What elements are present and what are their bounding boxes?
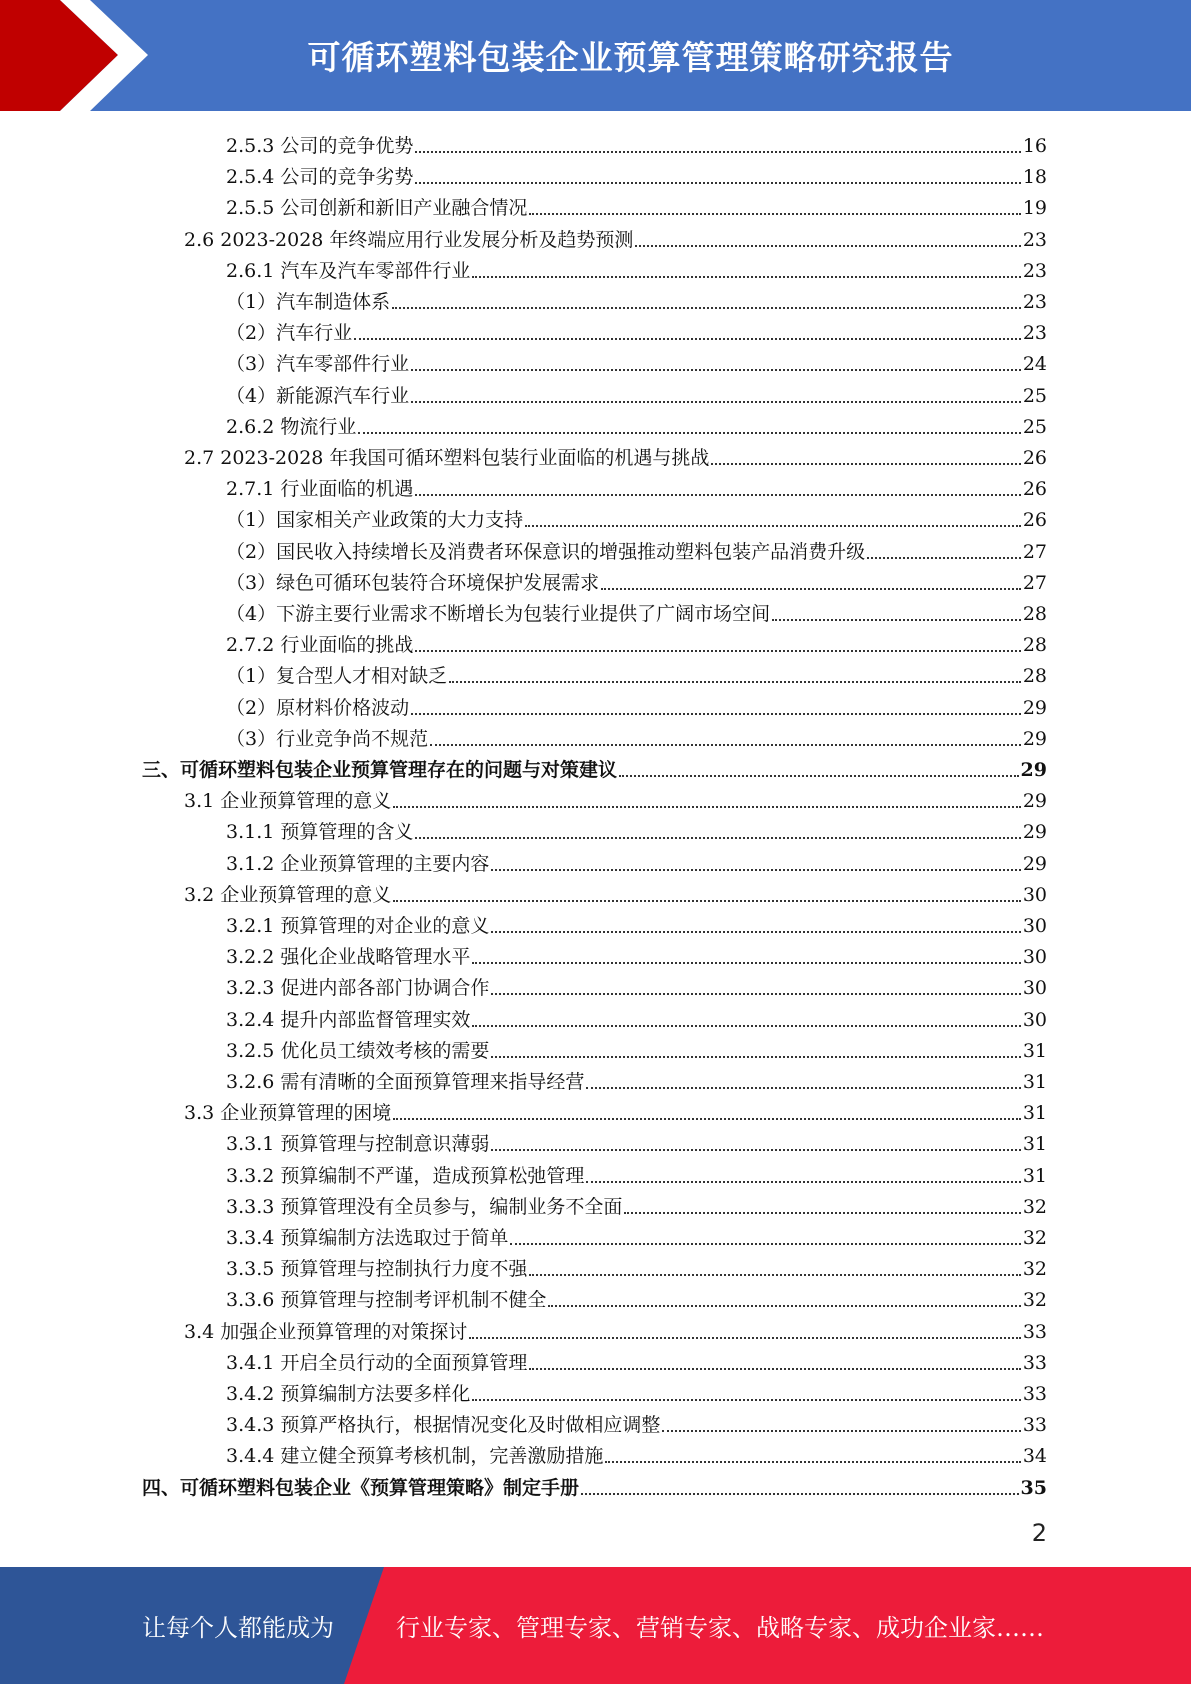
toc-dot-leader — [472, 1399, 1020, 1401]
toc-entry-page: 32 — [1022, 1227, 1047, 1249]
toc-entry-page: 33 — [1022, 1383, 1047, 1405]
toc-entry-page: 16 — [1022, 135, 1047, 157]
toc-entry-page: 19 — [1022, 197, 1047, 220]
toc-dot-leader — [491, 1149, 1020, 1151]
toc-dot-leader — [529, 1274, 1020, 1276]
toc-dot-leader — [472, 276, 1020, 278]
toc-entry-title: 3.2.6 需有清晰的全面预算管理来指导经营 — [226, 1071, 585, 1093]
toc-entry-title: （3）绿色可循环包装符合环境保护发展需求 — [226, 571, 600, 594]
toc-dot-leader — [415, 837, 1020, 839]
toc-entry[interactable] — [142, 1469, 1047, 1500]
toc-entry-title: 3.2.3 促进内部各部门协调合作 — [226, 977, 490, 1000]
toc-entry-title: 三、可循环塑料包装企业预算管理存在的问题与对策建议 — [142, 759, 618, 781]
toc-dot-leader — [586, 1087, 1020, 1089]
toc-entry-page: 29 — [1022, 790, 1047, 813]
toc-entry-page: 23 — [1022, 259, 1047, 282]
toc-entry-page: 29 — [1022, 727, 1047, 750]
toc-entry-page: 25 — [1022, 384, 1047, 407]
toc-dot-leader — [393, 1118, 1021, 1120]
toc-entry[interactable] — [226, 720, 1047, 751]
toc-entry-title: （3）行业竞争尚不规范 — [226, 727, 429, 750]
toc-entry[interactable] — [226, 1157, 1047, 1188]
toc-dot-leader — [491, 1056, 1020, 1058]
toc-entry-title: 3.1 企业预算管理的意义 — [184, 790, 392, 813]
toc-entry[interactable] — [226, 1375, 1047, 1406]
toc-dot-leader — [525, 525, 1021, 527]
toc-entry-title: 2.7.2 行业面临的挑战 — [226, 634, 414, 657]
toc-entry-title: （2）原材料价格波动 — [226, 696, 410, 719]
toc-dot-leader — [491, 931, 1020, 933]
toc-dot-leader — [469, 1337, 1021, 1339]
toc-entry-page: 34 — [1022, 1445, 1047, 1468]
toc-entry[interactable] — [226, 969, 1047, 1000]
toc-entry-page: 29 — [1020, 759, 1047, 781]
toc-entry[interactable] — [184, 1094, 1047, 1125]
toc-entry-page: 31 — [1022, 1071, 1047, 1093]
toc-dot-leader — [867, 557, 1021, 559]
toc-dot-leader — [415, 494, 1020, 496]
toc-dot-leader — [624, 1212, 1020, 1214]
toc-entry-page: 32 — [1022, 1195, 1047, 1218]
toc-dot-leader — [393, 806, 1021, 808]
toc-dot-leader — [449, 681, 1021, 683]
toc-entry-title: 2.5.5 公司创新和新旧产业融合情况 — [226, 197, 528, 220]
toc-entry-title: 3.4.1 开启全员行动的全面预算管理 — [226, 1351, 528, 1374]
toc-entry[interactable] — [226, 1063, 1047, 1094]
toc-entry-page: 30 — [1022, 915, 1047, 937]
toc-entry-page: 32 — [1022, 1258, 1047, 1281]
toc-entry[interactable] — [226, 938, 1047, 969]
toc-entry[interactable] — [184, 782, 1047, 813]
toc-dot-leader — [529, 1368, 1020, 1370]
toc-entry-title: 3.2.1 预算管理的对企业的意义 — [226, 915, 490, 937]
toc-dot-leader — [415, 650, 1020, 652]
toc-dot-leader — [491, 993, 1020, 995]
toc-entry-page: 25 — [1022, 415, 1047, 438]
toc-entry-title: 2.6 2023-2028 年终端应用行业发展分析及趋势预测 — [184, 228, 634, 251]
toc-dot-leader — [411, 369, 1021, 371]
page-header — [0, 0, 1191, 111]
toc-entry[interactable] — [226, 1344, 1047, 1375]
toc-dot-leader — [605, 1461, 1020, 1463]
toc-entry-title: （1）复合型人才相对缺乏 — [226, 665, 448, 688]
toc-dot-leader — [510, 1243, 1020, 1245]
toc-entry-title: 3.1.1 预算管理的含义 — [226, 821, 414, 844]
toc-dot-leader — [635, 245, 1020, 247]
toc-entry-title: 2.5.3 公司的竞争优势 — [226, 135, 414, 157]
report-title: 可循环塑料包装企业预算管理策略研究报告 — [307, 38, 954, 77]
toc-entry-page: 28 — [1022, 634, 1047, 657]
toc-entry-page: 23 — [1022, 322, 1047, 345]
toc-entry-title: 3.3.5 预算管理与控制执行力度不强 — [226, 1258, 528, 1281]
toc-entry[interactable] — [226, 907, 1047, 938]
footer-slogan-left: 让每个人都能成为 — [142, 1614, 334, 1642]
toc-entry-title: 3.4.2 预算编制方法要多样化 — [226, 1383, 471, 1405]
toc-entry-title: 3.2.5 优化员工绩效考核的需要 — [226, 1039, 490, 1062]
toc-entry-title: （2）国民收入持续增长及消费者环保意识的增强推动塑料包装产品消费升级 — [226, 540, 866, 563]
toc-entry-page: 29 — [1022, 821, 1047, 844]
toc-dot-leader — [411, 401, 1021, 403]
toc-dot-leader — [491, 869, 1020, 871]
toc-entry-title: 3.3 企业预算管理的困境 — [184, 1102, 392, 1125]
page-number: 2 — [1031, 1519, 1047, 1547]
toc-entry[interactable] — [142, 751, 1047, 782]
toc-entry[interactable] — [226, 657, 1047, 688]
toc-entry-page: 30 — [1022, 946, 1047, 969]
toc-entry[interactable] — [226, 845, 1047, 876]
toc-entry-page: 30 — [1022, 977, 1047, 1000]
toc-entry-title: 2.7.1 行业面临的机遇 — [226, 478, 414, 501]
toc-entry[interactable] — [184, 439, 1047, 470]
toc-dot-leader — [472, 1025, 1020, 1027]
toc-entry-page: 27 — [1022, 571, 1047, 594]
toc-entry[interactable] — [226, 626, 1047, 657]
toc-entry[interactable] — [226, 470, 1047, 501]
toc-dot-leader — [415, 182, 1020, 184]
toc-entry-title: （4）新能源汽车行业 — [226, 384, 410, 407]
toc-entry-title: 3.4 加强企业预算管理的对策探讨 — [184, 1320, 468, 1343]
toc-dot-leader — [430, 744, 1021, 746]
toc-entry-page: 35 — [1020, 1476, 1047, 1499]
toc-entry[interactable] — [226, 377, 1047, 408]
footer-slogan-right: 行业专家、管理专家、营销专家、战略专家、成功企业家…… — [396, 1614, 1044, 1642]
toc-entry-page: 33 — [1022, 1320, 1047, 1343]
toc-entry[interactable] — [184, 1313, 1047, 1344]
toc-entry-title: （1）汽车制造体系 — [226, 291, 391, 313]
toc-entry-page: 28 — [1022, 665, 1047, 688]
toc-entry[interactable] — [226, 314, 1047, 345]
toc-entry-title: 2.6.2 物流行业 — [226, 415, 357, 438]
toc-entry[interactable] — [226, 1188, 1047, 1219]
toc-entry-page: 26 — [1022, 509, 1047, 532]
toc-entry-title: 2.6.1 汽车及汽车零部件行业 — [226, 259, 471, 282]
toc-entry[interactable] — [226, 533, 1047, 564]
toc-entry[interactable] — [226, 283, 1047, 314]
toc-entry[interactable] — [226, 689, 1047, 720]
toc-dot-leader — [529, 213, 1020, 215]
toc-entry-title: 2.7 2023-2028 年我国可循环塑料包装行业面临的机遇与挑战 — [184, 447, 710, 469]
toc-entry[interactable] — [226, 345, 1047, 376]
toc-entry-page: 33 — [1022, 1414, 1047, 1437]
toc-dot-leader — [472, 962, 1020, 964]
toc-entry-title: 3.3.4 预算编制方法选取过于简单 — [226, 1227, 509, 1249]
toc-entry-title: 四、可循环塑料包装企业《预算管理策略》制定手册 — [142, 1476, 580, 1499]
toc-entry-title: 3.2 企业预算管理的意义 — [184, 883, 392, 906]
toc-entry[interactable] — [226, 1001, 1047, 1032]
toc-entry[interactable] — [226, 564, 1047, 595]
toc-entry-title: （1）国家相关产业政策的大力支持 — [226, 509, 524, 532]
toc-entry-page: 27 — [1022, 540, 1047, 563]
toc-dot-leader — [392, 307, 1021, 309]
toc-entry-page: 24 — [1022, 353, 1047, 376]
toc-entry[interactable] — [226, 127, 1047, 158]
page-footer — [0, 1567, 1191, 1684]
toc-entry-page: 29 — [1022, 852, 1047, 875]
toc-entry[interactable] — [226, 1032, 1047, 1063]
toc-entry-page: 23 — [1022, 228, 1047, 251]
toc-entry-title: 3.3.3 预算管理没有全员参与，编制业务不全面 — [226, 1195, 623, 1218]
toc-entry[interactable] — [184, 876, 1047, 907]
toc-entry-title: 3.4.4 建立健全预算考核机制，完善激励措施 — [226, 1445, 604, 1468]
toc-entry-title: 3.2.4 提升内部监督管理实效 — [226, 1008, 471, 1031]
toc-entry[interactable] — [226, 1125, 1047, 1156]
toc-entry-page: 31 — [1022, 1164, 1047, 1187]
toc-entry-title: 3.1.2 企业预算管理的主要内容 — [226, 852, 490, 875]
toc-entry-title: 3.4.3 预算严格执行，根据情况变化及时做相应调整 — [226, 1414, 661, 1437]
toc-dot-leader — [662, 1430, 1020, 1432]
toc-entry-page: 30 — [1022, 1008, 1047, 1031]
toc-entry-title: 3.3.2 预算编制不严谨，造成预算松弛管理 — [226, 1164, 585, 1187]
toc-entry[interactable] — [184, 221, 1047, 252]
toc-entry[interactable] — [226, 1281, 1047, 1312]
toc-entry-page: 28 — [1022, 603, 1047, 625]
toc-dot-leader — [354, 338, 1021, 340]
toc-entry-page: 31 — [1022, 1039, 1047, 1062]
toc-entry-page: 26 — [1022, 447, 1047, 469]
toc-dot-leader — [619, 775, 1019, 777]
toc-entry-page: 33 — [1022, 1351, 1047, 1374]
toc-entry-title: （3）汽车零部件行业 — [226, 353, 410, 376]
toc-entry-page: 31 — [1022, 1102, 1047, 1125]
toc-entry[interactable] — [226, 408, 1047, 439]
toc-entry[interactable] — [226, 595, 1047, 626]
toc-dot-leader — [548, 1305, 1020, 1307]
toc-entry-title: （4）下游主要行业需求不断增长为包装行业提供了广阔市场空间 — [226, 603, 771, 625]
toc-entry[interactable] — [226, 1219, 1047, 1250]
toc-dot-leader — [415, 151, 1020, 153]
toc-entry-page: 32 — [1022, 1289, 1047, 1312]
toc-entry[interactable] — [226, 252, 1047, 283]
toc-entry-title: （2）汽车行业 — [226, 322, 353, 345]
toc-entry-page: 30 — [1022, 883, 1047, 906]
toc-entry-title: 2.5.4 公司的竞争劣势 — [226, 166, 414, 189]
toc-dot-leader — [393, 900, 1021, 902]
toc-entry-title: 3.3.1 预算管理与控制意识薄弱 — [226, 1133, 490, 1156]
toc-dot-leader — [581, 1493, 1019, 1495]
toc-dot-leader — [586, 1181, 1020, 1183]
toc-dot-leader — [711, 463, 1020, 465]
toc-entry-page: 26 — [1022, 478, 1047, 501]
toc-dot-leader — [601, 588, 1021, 590]
toc-entry[interactable] — [226, 1437, 1047, 1468]
toc-dot-leader — [411, 713, 1021, 715]
toc-entry[interactable] — [226, 189, 1047, 220]
toc-entry-page: 23 — [1022, 291, 1047, 313]
toc-entry-page: 18 — [1022, 166, 1047, 189]
toc-dot-leader — [772, 619, 1021, 621]
toc-entry[interactable] — [226, 501, 1047, 532]
toc-entry-page: 31 — [1022, 1133, 1047, 1156]
toc-entry-title: 3.3.6 预算管理与控制考评机制不健全 — [226, 1289, 547, 1312]
toc-entry-title: 3.2.2 强化企业战略管理水平 — [226, 946, 471, 969]
toc-dot-leader — [358, 432, 1020, 434]
toc-entry-page: 29 — [1022, 696, 1047, 719]
toc-entry[interactable] — [226, 813, 1047, 844]
toc-entry[interactable] — [226, 158, 1047, 189]
toc-entry[interactable] — [226, 1406, 1047, 1437]
toc-entry[interactable] — [226, 1250, 1047, 1281]
